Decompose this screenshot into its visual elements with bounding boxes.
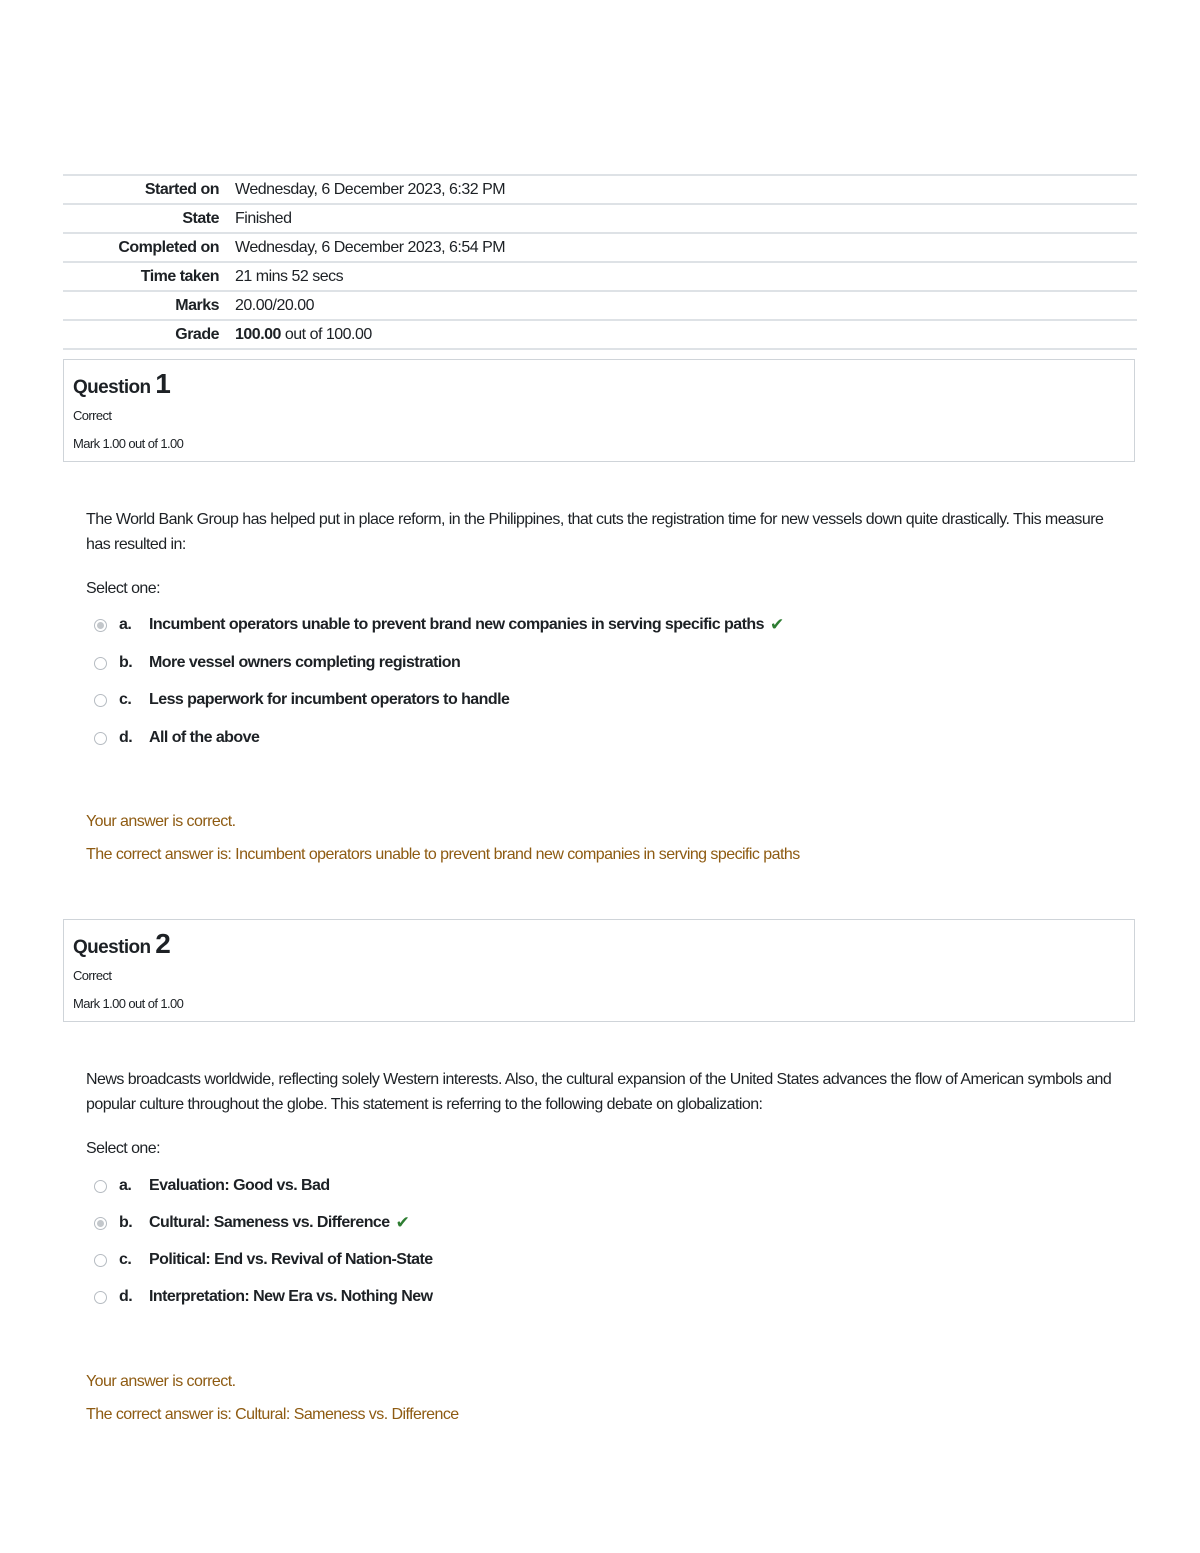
question-2-text: News broadcasts worldwide, reflecting solely Western interests. Also, the cultural expansion of the United States advances the flow of American symbols and popular culture throughout the globe. This statement is referring to the following debate on globalization: [86,1071,1112,1113]
radio-button[interactable] [94,1291,107,1304]
question-1-state: Correct [73,408,112,423]
started-on-value: Wednesday, 6 December 2023, 6:32 PM [235,180,506,198]
option-letter: a. [119,616,132,633]
question-1-title [73,368,170,400]
question-1-info [63,359,1135,462]
summary-row-started-on [63,175,1137,204]
radio-button[interactable] [94,657,107,670]
option-text: Evaluation: Good vs. Bad [149,1177,330,1194]
question-2-title [73,928,170,960]
option-letter: d. [119,1288,133,1305]
radio-button[interactable] [94,694,107,707]
question-1-right-answer: The correct answer is: Incumbent operators unable to prevent brand new companies in serving specific paths [86,846,800,863]
marks-value: 20.00/20.00 [235,296,315,314]
time-taken-label: Time taken [140,267,219,285]
question-2-mark: Mark 1.00 out of 1.00 [73,996,184,1011]
grade-value [235,320,1137,349]
quiz-summary-table [63,174,1137,350]
option-letter: b. [119,1214,133,1231]
summary-row-marks [63,291,1137,320]
question-2-prompt: Select one: [86,1140,161,1157]
option-letter: a. [119,1177,132,1194]
started-on-label: Started on [144,180,219,198]
option-letter: d. [119,729,133,746]
question-2-option-a[interactable] [94,1175,330,1197]
option-text: Less paperwork for incumbent operators to handle [149,691,510,708]
option-letter: c. [119,1251,132,1268]
completed-on-value: Wednesday, 6 December 2023, 6:54 PM [235,238,506,256]
completed-on-label: Completed on [118,238,219,256]
question-2-option-b[interactable] [94,1212,409,1234]
option-text: Cultural: Sameness vs. Difference [149,1214,390,1231]
check-icon: ✔ [769,615,784,634]
time-taken-value: 21 mins 52 secs [235,267,344,285]
grade-out-of: out of 100.00 [280,325,372,343]
radio-button[interactable] [94,1254,107,1267]
summary-row-completed-on [63,233,1137,262]
option-text: Interpretation: New Era vs. Nothing New [149,1288,433,1305]
question-1-prompt: Select one: [86,580,161,597]
option-letter: c. [119,691,132,708]
question-1-mark: Mark 1.00 out of 1.00 [73,436,184,451]
summary-row-state [63,204,1137,233]
question-label: Question [73,937,151,958]
check-icon: ✔ [395,1213,410,1232]
state-label: State [182,209,219,227]
question-1-option-d[interactable] [94,727,259,749]
marks-label: Marks [175,296,219,314]
radio-button[interactable] [94,619,107,632]
option-text: All of the above [149,729,260,746]
question-number: 2 [155,928,171,959]
option-text: Incumbent operators unable to prevent brand new companies in serving specific paths [149,616,764,633]
state-value: Finished [235,209,292,227]
question-2-state: Correct [73,968,112,983]
summary-row-time-taken [63,262,1137,291]
question-2-option-d[interactable] [94,1286,432,1308]
radio-button[interactable] [94,1217,107,1230]
question-1-text: The World Bank Group has helped put in place reform, in the Philippines, that cuts the registration time for new vessels down quite drastically. This measure has resulted in: [86,511,1104,553]
question-2-option-c[interactable] [94,1249,433,1271]
radio-button[interactable] [94,732,107,745]
question-number: 1 [155,368,171,399]
question-2-info [63,919,1135,1022]
option-text: More vessel owners completing registration [149,654,461,671]
question-2-feedback: Your answer is correct. [86,1373,236,1390]
grade-score: 100.00 [235,325,281,343]
question-2-right-answer: The correct answer is: Cultural: Sameness vs. Difference [86,1406,459,1423]
question-1-option-c[interactable] [94,689,509,711]
question-label: Question [73,377,151,398]
question-1-option-b[interactable] [94,652,460,674]
question-1-feedback: Your answer is correct. [86,813,236,830]
summary-row-grade [63,320,1137,349]
radio-button[interactable] [94,1180,107,1193]
question-1-option-a[interactable] [94,614,784,636]
option-letter: b. [119,654,133,671]
grade-label: Grade [175,325,219,343]
option-text: Political: End vs. Revival of Nation-State [149,1251,433,1268]
